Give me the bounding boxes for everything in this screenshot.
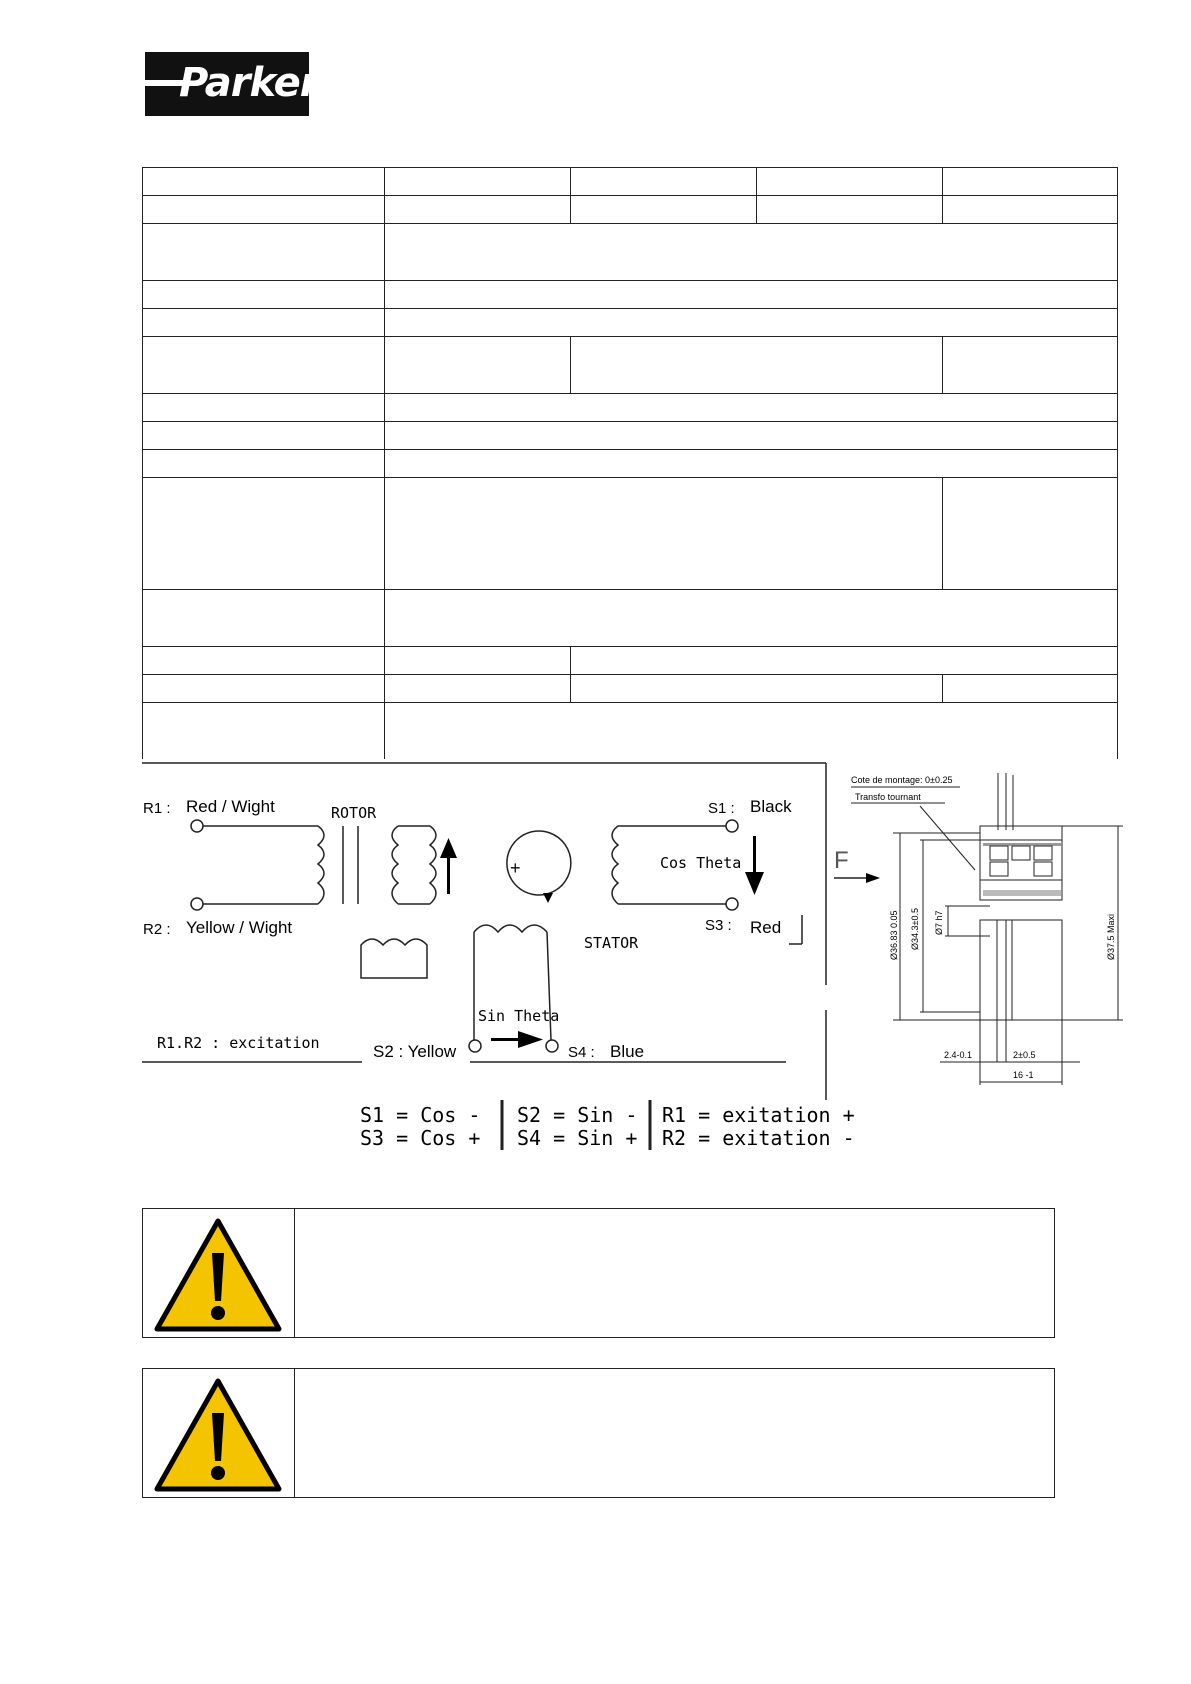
warning-box-2 (142, 1368, 1055, 1498)
dim-2-4: 2.4-0.1 (944, 1050, 973, 1060)
s2-label: S2 : Yellow (373, 1042, 457, 1061)
warning-icon-cell (143, 1369, 295, 1497)
dim-36-83: Ø36.83 0.05 (889, 910, 899, 960)
warning-icon (143, 1369, 294, 1497)
transfo-label: Transfo tournant (855, 792, 921, 802)
warning-box-1 (142, 1208, 1055, 1338)
legend-r1: R1 = exitation + (662, 1103, 855, 1127)
excitation-label: R1.R2 : excitation (157, 1034, 320, 1052)
s1-pin-label: S1 : (708, 800, 735, 817)
stator-label: STATOR (584, 934, 639, 952)
dim-2: 2±0.5 (1013, 1050, 1036, 1060)
r2-pin-label: R2 : (143, 921, 171, 938)
dim-34-3: Ø34.3±0.5 (910, 908, 920, 950)
legend-s2: S2 = Sin - (517, 1103, 638, 1127)
cote-label: Cote de montage: 0±0.25 (851, 775, 953, 785)
r2-color-label: Yellow / Wight (186, 918, 293, 937)
warning-text-cell (295, 1369, 1054, 1497)
legend-r2: R2 = exitation - (662, 1126, 855, 1150)
logo-text: Parker (179, 60, 319, 106)
r1-pin-label: R1 : (143, 800, 171, 817)
s1-color-label: Black (750, 797, 792, 816)
s4-color-label: Blue (610, 1042, 645, 1061)
s3-pin-label: S3 : (705, 917, 732, 934)
warning-text-cell (295, 1209, 1054, 1337)
rotor-label: ROTOR (331, 804, 377, 822)
s4-pin-label: S4 : (568, 1044, 595, 1061)
warning-icon (143, 1209, 294, 1337)
dim-16: 16 -1 (1013, 1070, 1034, 1080)
r1-color-label: Red / Wight (186, 797, 275, 816)
warning-icon-cell (143, 1209, 295, 1337)
legend-s3: S3 = Cos + (360, 1126, 481, 1150)
s3-color-label: Red (750, 918, 782, 937)
legend-s1: S1 = Cos - (360, 1103, 481, 1127)
force-label: F (834, 847, 849, 874)
sin-theta-label: Sin Theta (478, 1007, 560, 1025)
legend-s4: S4 = Sin + (517, 1126, 638, 1150)
cos-theta-label: Cos Theta (660, 854, 742, 872)
dim-37-5: Ø37.5 Maxi (1106, 913, 1116, 960)
plus-sign: + (510, 858, 521, 878)
dim-7: Ø7 h7 (934, 910, 944, 935)
